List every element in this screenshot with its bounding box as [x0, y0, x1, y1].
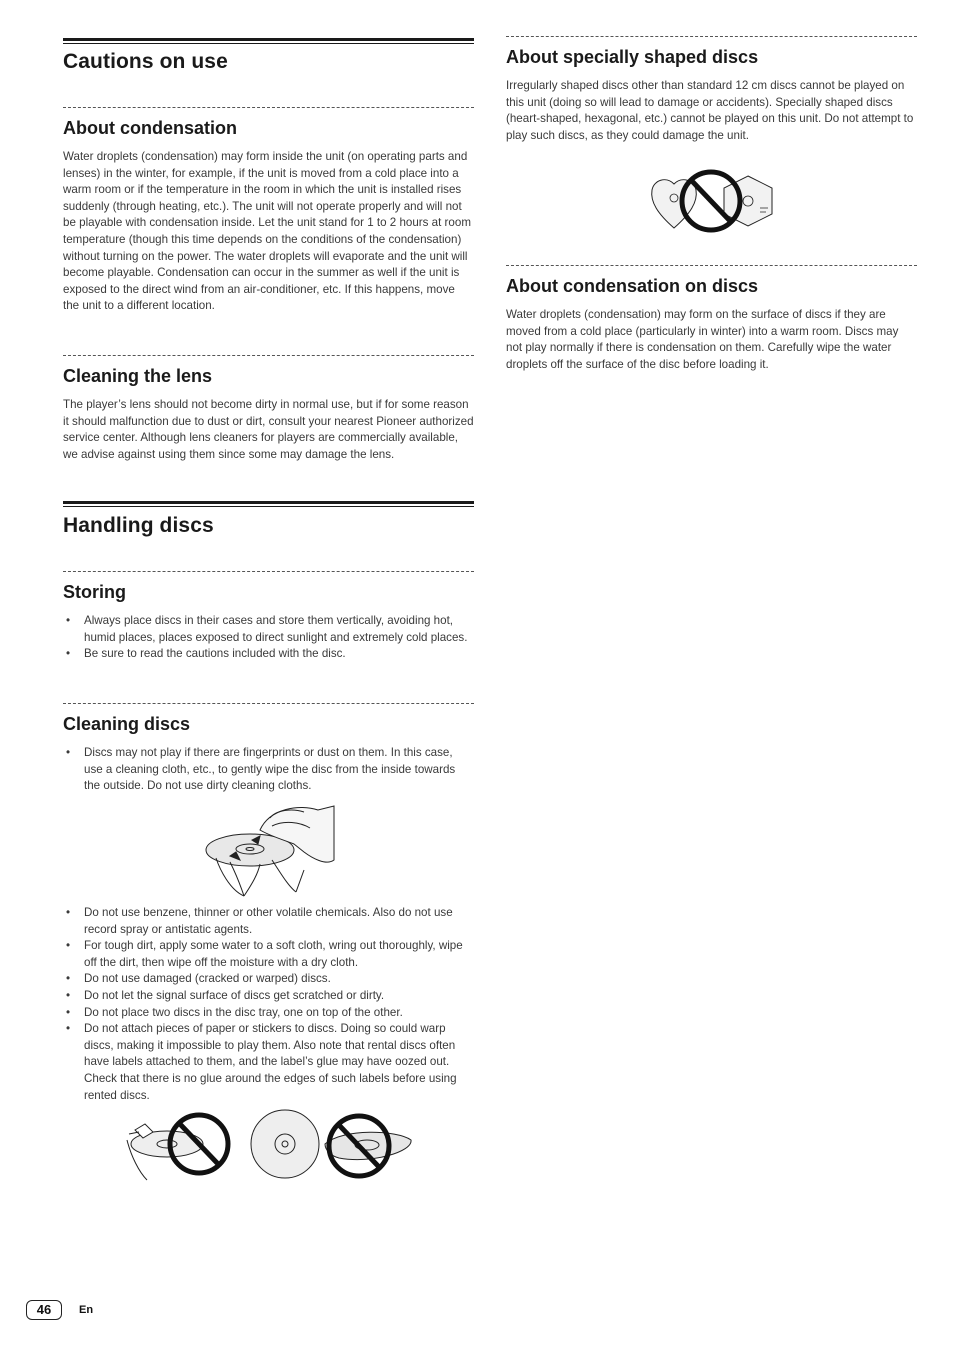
- storing-list: [63, 613, 474, 663]
- subsection-divider: [63, 107, 474, 108]
- shaped-heading: About specially shaped discs: [506, 47, 759, 67]
- list-item: [63, 988, 474, 1005]
- subsection-divider: [63, 703, 474, 704]
- disc-condensation-heading: About condensation on discs: [506, 276, 759, 296]
- list-item-text: Do not use damaged (cracked or warped) discs.: [84, 972, 331, 986]
- subsection-divider: [506, 265, 917, 266]
- list-item: [63, 1021, 474, 1104]
- list-item-text: Do not attach pieces of paper or stickers to discs. Doing so could warp discs, making it impossible to play them. Also note that rental discs often have labels attached to them, and the label’s glue may have oozed out. Check that there is no glue around the edges of such labels before using rented discs.: [84, 1022, 457, 1102]
- cleaning-list-bottom: [63, 905, 474, 1104]
- page-number: 46: [26, 1300, 62, 1320]
- cleaning-heading: Cleaning discs: [63, 714, 191, 734]
- list-item: [63, 971, 474, 988]
- list-item: [63, 613, 474, 646]
- list-item: [63, 938, 474, 971]
- bullet: •: [65, 1022, 71, 1036]
- cautions-title: Cautions on use: [63, 50, 228, 73]
- lens-heading: Cleaning the lens: [63, 366, 213, 386]
- lens-body: The player’s lens should not become dirty in normal use, but if for some reason it should malfunction due to dust or dirt, consult your nearest Pioneer authorized service center. Although lens cleaners for players are commercially available, we advise against using them since some may damage the lens.: [63, 398, 474, 461]
- list-item-text: For tough dirt, apply some water to a soft cloth, wring out thoroughly, wipe off the dirt, then wipe off the moisture with a dry cloth.: [84, 939, 463, 969]
- bullet: •: [65, 972, 71, 986]
- bullet: •: [65, 614, 71, 627]
- condensation-heading: About condensation: [63, 118, 237, 138]
- handling-title: Handling discs: [63, 514, 214, 537]
- shaped-disc-illustration: [648, 168, 776, 236]
- bullet: •: [65, 906, 71, 919]
- list-item-text: Do not use benzene, thinner or other volatile chemicals. Also do not use record spray or antistatic agents.: [84, 906, 453, 936]
- bullet: •: [65, 988, 71, 1002]
- list-item: [63, 646, 474, 663]
- bullet: •: [65, 939, 71, 953]
- language-label: En: [79, 1304, 94, 1316]
- storing-heading: Storing: [63, 582, 126, 602]
- list-item-text: Do not let the signal surface of discs get scratched or dirty.: [84, 988, 385, 1002]
- cleaning-list-top: [63, 745, 474, 795]
- sticker-disc-illustration: [125, 1110, 235, 1182]
- bullet: •: [65, 647, 71, 661]
- list-item-text: Do not place two discs in the disc tray, one on top of the other.: [84, 1005, 403, 1019]
- shaped-body: Irregularly shaped discs other than standard 12 cm discs cannot be played on this unit (doing so will lead to damage or accidents). Specially shaped discs (heart-shaped, hexagonal, etc.) cannot be played on this unit. Do not attempt to play such discs, as they could damage the unit.: [506, 79, 914, 142]
- condensation-body: Water droplets (condensation) may form inside the unit (on operating parts and lenses) in the winter, for example, if the unit is moved from a cold place into a warm room or if the temperature in the room in which the unit is installed rises suddenly (through heating, etc.). The unit will not operate properly and will not be playable with condensation inside. Let the unit stand for 1 to 2 hours at room temperature (though this time depends on the conditions of the condensation) without turning on the power. The water droplets will evaporate and the unit will become playable. Condensation can occur in the summer as well if the unit is exposed to the direct wind from an air-conditioner, etc. If this happens, move the unit to a different location.: [63, 150, 471, 313]
- subsection-divider: [63, 355, 474, 356]
- list-item: [63, 1005, 474, 1022]
- disc-condensation-body: Water droplets (condensation) may form on the surface of discs if they are moved from a cold place (particularly in winter) into a warm room. Discs may not play normally if there is condensation on them. Carefully wipe the water droplets off the surface of the disc before loading it.: [506, 308, 899, 371]
- disc-wipe-illustration: [200, 800, 340, 900]
- warped-disc-illustration: [247, 1108, 415, 1182]
- section-rule: [63, 501, 474, 507]
- section-rule: [63, 38, 474, 44]
- list-item: [63, 905, 474, 938]
- list-item-text: Always place discs in their cases and store them vertically, avoiding hot, humid places, places exposed to direct sunlight and extremely cold places.: [84, 614, 468, 644]
- bullet: •: [65, 746, 71, 759]
- bullet: •: [65, 1005, 71, 1019]
- list-item: [63, 745, 474, 795]
- subsection-divider: [63, 571, 474, 572]
- list-item-text: Discs may not play if there are fingerprints or dust on them. In this case, use a cleaning cloth, etc., to gently wipe the disc from the inside towards the outside. Do not use dirty cleaning cloths.: [84, 746, 456, 793]
- subsection-divider: [506, 36, 917, 37]
- list-item-text: Be sure to read the cautions included with the disc.: [84, 647, 346, 661]
